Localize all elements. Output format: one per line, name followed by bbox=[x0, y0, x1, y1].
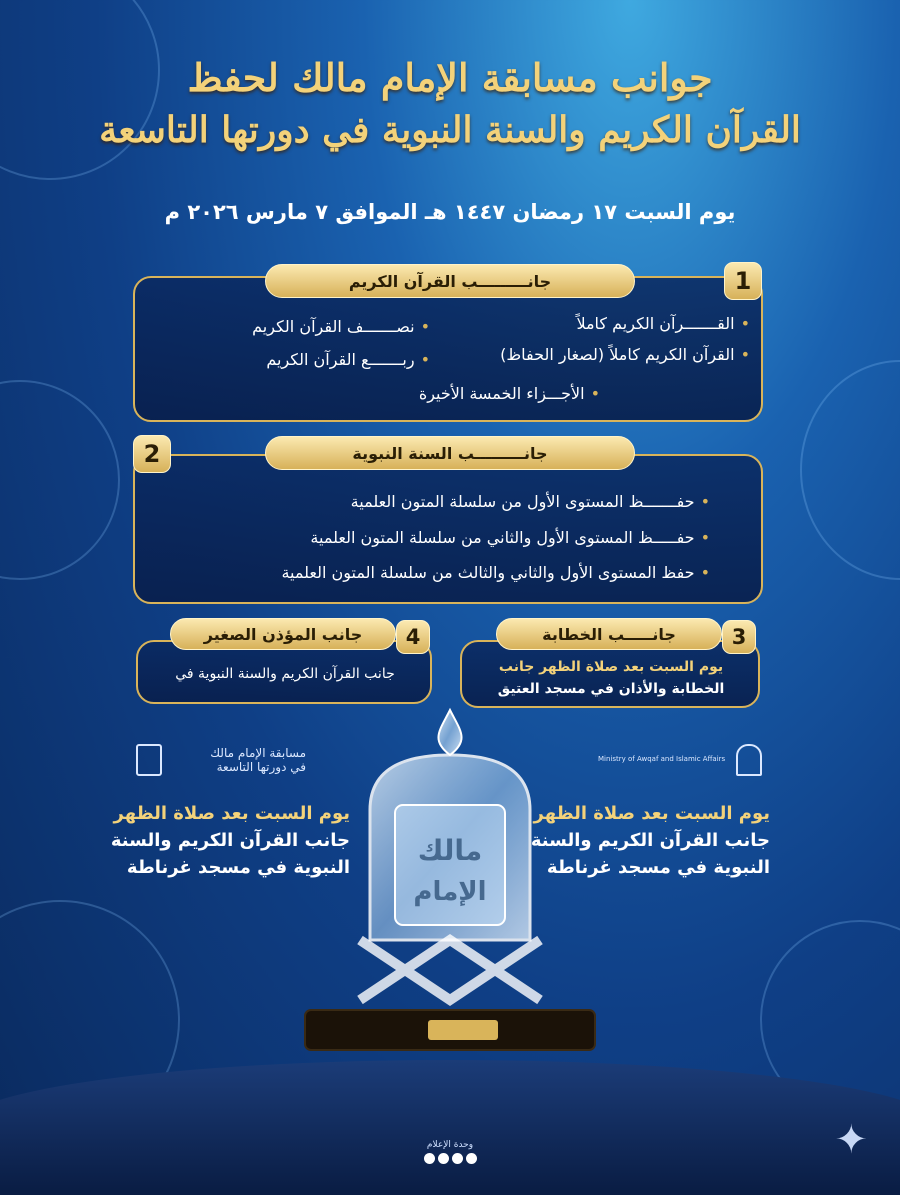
right-logo bbox=[586, 742, 762, 782]
right-info-line-3: النبوية في مسجد غرناطة bbox=[546, 857, 770, 878]
ornament-right-mid bbox=[800, 360, 900, 580]
footer-label: وحدة الإعلام bbox=[426, 1140, 474, 1150]
left-logo-line-2: في دورتها التاسعة bbox=[216, 760, 306, 774]
section-1-item-2 bbox=[252, 317, 430, 336]
left-logo bbox=[136, 742, 306, 782]
facebook-icon[interactable] bbox=[424, 1153, 435, 1164]
bullet-icon: • bbox=[700, 528, 710, 547]
car-roof-image bbox=[0, 1060, 900, 1195]
section-2-number: 2 bbox=[133, 435, 171, 473]
trophy-image bbox=[300, 700, 600, 1060]
section-1-item-4 bbox=[266, 350, 430, 369]
social-icons bbox=[400, 1153, 500, 1164]
item-text: نصـــــــف القرآن الكريم bbox=[252, 317, 415, 336]
bullet-icon: • bbox=[590, 384, 600, 403]
section-1-tab: جانـــــــــب القرآن الكريم bbox=[265, 264, 635, 298]
trophy-text-2: الإمام bbox=[413, 877, 487, 907]
section-3-text bbox=[470, 656, 752, 700]
bullet-icon: • bbox=[700, 492, 710, 511]
left-info-line-2: جانب القرآن الكريم والسنة bbox=[110, 830, 350, 851]
section-2-item-2 bbox=[310, 528, 710, 547]
item-text: القرآن الكريم كاملاً (لصغار الحفاظ) bbox=[500, 345, 735, 364]
item-text: حفظ المستوى الأول والثاني والثالث من سلسلة المتون العلمية bbox=[281, 563, 695, 582]
item-text: حفـــــظ المستوى الأول والثاني من سلسلة المتون العلمية bbox=[310, 528, 695, 547]
youtube-icon[interactable] bbox=[466, 1153, 477, 1164]
section-2-tab: جانـــــــــب السنة النبوية bbox=[265, 436, 635, 470]
footer bbox=[400, 1140, 500, 1164]
left-info-line-1: يوم السبت بعد صلاة الظهر bbox=[113, 803, 350, 824]
instagram-icon[interactable] bbox=[452, 1153, 463, 1164]
item-text: حفـــــــظ المستوى الأول من سلسلة المتون العلمية bbox=[350, 492, 695, 511]
item-text: الأجـــزاء الخمسة الأخيرة bbox=[418, 384, 585, 403]
bullet-icon: • bbox=[740, 345, 750, 364]
section-3-number: 3 bbox=[722, 620, 756, 654]
right-info-line-1: يوم السبت بعد صلاة الظهر bbox=[533, 803, 770, 824]
section-4-text: جانب القرآن الكريم والسنة النبوية في bbox=[175, 666, 395, 682]
section-3-line-2: الخطابة والأذان في مسجد العتيق bbox=[497, 681, 725, 697]
left-info-line-3: النبوية في مسجد غرناطة bbox=[126, 857, 350, 878]
section-4-number: 4 bbox=[396, 620, 430, 654]
logo-icon bbox=[136, 744, 162, 776]
bullet-icon: • bbox=[420, 317, 430, 336]
ornament-left-mid bbox=[0, 380, 120, 580]
section-3-line-1: يوم السبت بعد صلاة الظهر جانب bbox=[498, 659, 724, 675]
right-logo-text: Ministry of Awqaf and Islamic Affairs bbox=[598, 755, 726, 763]
bullet-icon: • bbox=[420, 350, 430, 369]
sparkle-icon: ✦ bbox=[834, 1117, 868, 1163]
section-2-item-3 bbox=[281, 563, 710, 582]
bullet-icon: • bbox=[700, 563, 710, 582]
right-info-line-2: جانب القرآن الكريم والسنة bbox=[530, 830, 770, 851]
section-4-tab: جانب المؤذن الصغير bbox=[170, 618, 396, 650]
section-3-tab: جانـــــب الخطابة bbox=[496, 618, 722, 650]
left-logo-text bbox=[210, 746, 306, 774]
section-1-number: 1 bbox=[724, 262, 762, 300]
date-line: يوم السبت ١٧ رمضان ١٤٤٧ هـ الموافق ٧ مارس ٢٠٢٦ م bbox=[164, 200, 736, 224]
item-text: القـــــــرآن الكريم كاملاً bbox=[576, 314, 735, 333]
page-title bbox=[0, 52, 900, 156]
section-1-item-3 bbox=[500, 345, 750, 364]
twitter-icon[interactable] bbox=[438, 1153, 449, 1164]
title-line-2: القرآن الكريم والسنة النبوية في دورتها التاسعة bbox=[99, 109, 801, 151]
item-text: ربـــــــع القرآن الكريم bbox=[266, 350, 415, 369]
mosque-icon bbox=[736, 744, 762, 776]
trophy-text-1: مالك bbox=[417, 834, 483, 867]
title-line-1: جوانب مسابقة الإمام مالك لحفظ bbox=[187, 55, 713, 100]
section-1-item-1 bbox=[576, 314, 750, 333]
section-1-item-5 bbox=[419, 384, 600, 403]
bullet-icon: • bbox=[740, 314, 750, 333]
left-logo-line-1: مسابقة الإمام مالك bbox=[210, 746, 306, 760]
section-2-item-1 bbox=[351, 492, 710, 511]
